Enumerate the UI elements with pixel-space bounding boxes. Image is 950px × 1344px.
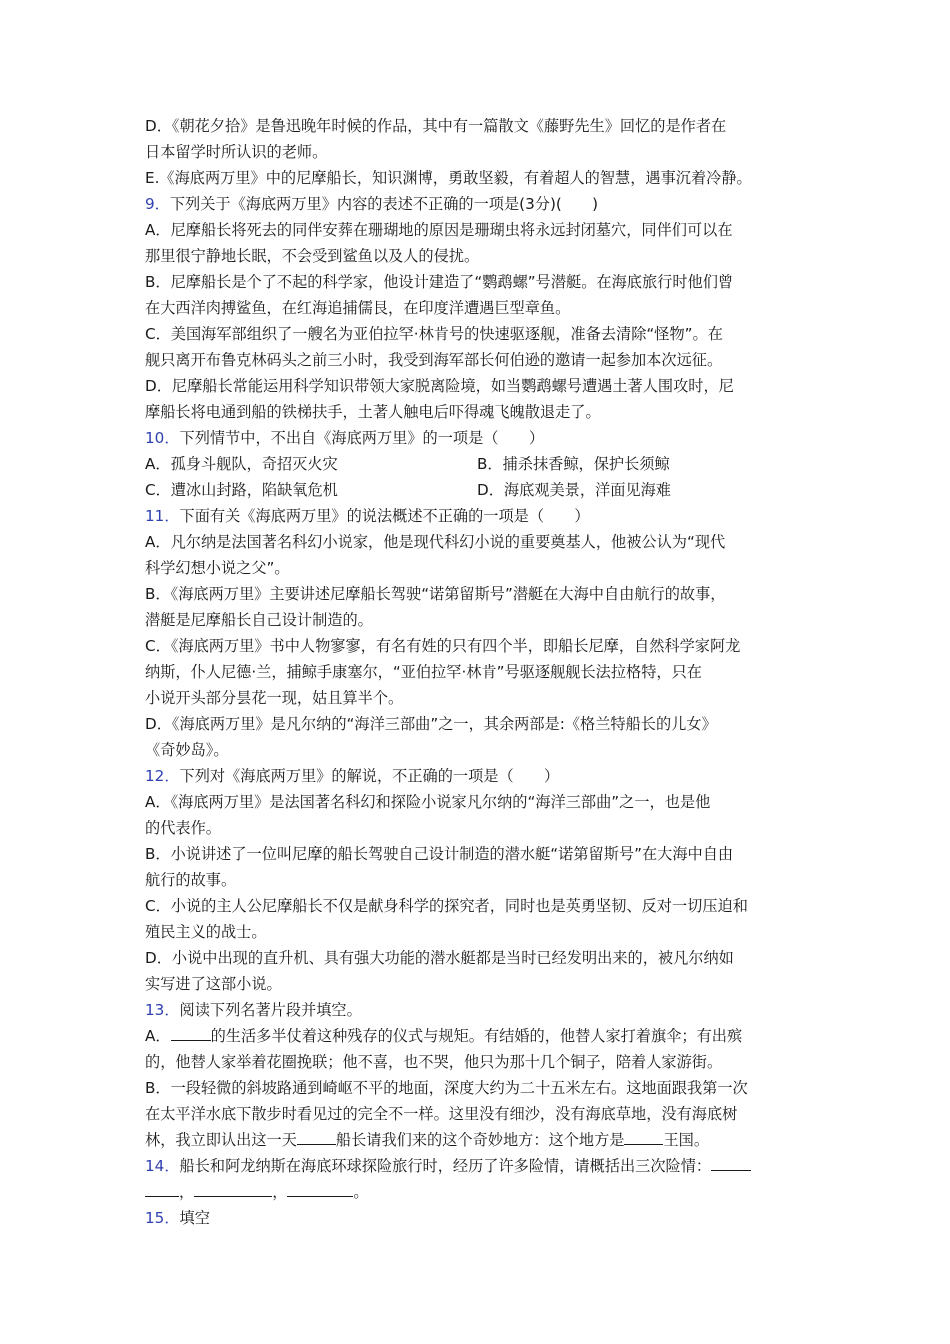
q11-option-a-line1: A．凡尔纳是法国著名科幻小说家，他是现代科幻小说的重要奠基人，他被公认为“现代 [145,533,726,551]
q13-a-line2: 的，他替人家举着花圈挽联；他不喜，也不哭，他只为那十几个铜子，陪着人家游街。 [145,1053,723,1071]
q13-stem-text: 阅读下列名著片段并填空。 [179,1001,362,1019]
q12-option-a-line1: A．《海底两万里》是法国著名科幻和探险小说家凡尔纳的“海洋三部曲”之一，也是他 [145,793,711,811]
q10-option-d: D．海底观美景，洋面见海难 [477,481,671,499]
q13-a-line1 [145,1023,810,1049]
q14-stem-text: 船长和阿龙纳斯在海底环球探险旅行时，经历了许多险情，请概括出三次险情： [179,1157,712,1175]
q13-b-line3-mid: 船长请我们来的这个奇妙地方：这个地方是 [335,1131,625,1149]
q12-number: 12． [145,767,180,785]
q15-stem-text: 填空 [179,1209,210,1227]
q13-a-answer-blank[interactable] [171,1023,211,1041]
q11-option-c-line2: 纳斯，仆人尼德·兰，捕鲸手康塞尔，“亚伯拉罕·林肯”号驱逐舰舰长法拉格特，只在 [145,663,702,681]
q13-b-captain-blank[interactable] [297,1127,336,1145]
q14-answer-blank-3[interactable] [287,1179,353,1197]
q12-option-c-line2: 殖民主义的战士。 [145,923,267,941]
q10-number: 10． [145,429,180,447]
q12-option-a-line2: 的代表作。 [145,819,221,837]
q10-option-b: B．捕杀抹香鲸，保护长须鲸 [477,455,670,473]
q9-option-b-line2: 在大西洋肉搏鲨鱼，在红海追捕儒艮，在印度洋遭遇巨型章鱼。 [145,299,571,317]
q11-option-d-line2: 《奇妙岛》。 [145,741,229,759]
q9-option-d-line2: 摩船长将电通到船的铁梯扶手，土著人触电后吓得魂飞魄散退走了。 [145,403,601,421]
q13-b-line2: 在太平洋水底下散步时看见过的完全不一样。这里没有细沙，没有海底草地，没有海底树 [145,1105,738,1123]
q10-options-row2 [145,477,810,503]
q13-number: 13． [145,1001,180,1019]
q14-answer-blank-1b[interactable] [145,1179,179,1197]
q11-stem [145,503,810,529]
q9-option-b-line1: B．尼摩船长是个了不起的科学家，他设计建造了“鹦鹉螺”号潜艇。在海底旅行时他们曾 [145,273,734,291]
q13-stem [145,997,810,1023]
q13-b-kingdom-blank[interactable] [624,1127,663,1145]
q11-stem-text: 下面有关《海底两万里》的说法概述不正确的一项是（ ） [179,507,590,525]
q10-stem [145,425,810,451]
q13-b-line3-end: 王国。 [663,1131,709,1149]
document-page [145,113,810,1231]
q12-option-c-line1: C．小说的主人公尼摩船长不仅是献身科学的探究者，同时也是英勇坚韧、反对一切压迫和 [145,897,748,915]
q13-b-line3 [145,1127,810,1153]
q14-stem [145,1153,810,1179]
q14-number: 14． [145,1157,180,1175]
q8-option-d-line2: 日本留学时所认识的老师。 [145,143,328,161]
q14-sep1: ， [179,1183,195,1201]
q10-stem-text: 下列情节中，不出自《海底两万里》的一项是（ ） [179,429,545,447]
q12-option-b-line1: B．小说讲述了一位叫尼摩的船长驾驶自己设计制造的潜水艇“诺第留斯号”在大海中自由 [145,845,734,863]
q12-option-b-line2: 航行的故事。 [145,871,237,889]
q11-number: 11． [145,507,180,525]
q11-option-c-line1: C．《海底两万里》书中人物寥寥，有名有姓的只有四个半，即船长尼摩，自然科学家阿龙 [145,637,741,655]
q14-answer-blank-1a[interactable] [711,1153,751,1171]
q9-option-d-line1: D．尼摩船长常能运用科学知识带领大家脱离险境，如当鹦鹉螺号遭遇土著人围攻时，尼 [145,377,734,395]
q15-number: 15． [145,1209,180,1227]
q11-option-b-line2: 潜艇是尼摩船长自己设计制造的。 [145,611,373,629]
q11-option-b-line1: B．《海底两万里》主要讲述尼摩船长驾驶“诺第留斯号”潜艇在大海中自由航行的故事， [145,585,726,603]
q9-option-a-line2: 那里很宁静地长眠，不会受到鲨鱼以及人的侵扰。 [145,247,480,265]
q13-a-line1-rest: 的生活多半仗着这种残存的仪式与规矩。有结婚的，他替人家打着旗伞；有出殡 [210,1027,743,1045]
q14-answer-line [145,1179,810,1205]
q9-number: 9． [145,195,170,213]
q12-option-d-line2: 实写进了这部小说。 [145,975,282,993]
q9-stem-text: 下列关于《海底两万里》内容的表述不正确的一项是(3分)( ) [169,195,599,213]
q14-end: 。 [353,1183,369,1201]
q12-stem [145,763,810,789]
q11-option-a-line2: 科学幻想小说之父”。 [145,559,290,577]
q9-option-a-line1: A．尼摩船长将死去的同伴安葬在珊瑚地的原因是珊瑚虫将永远封闭墓穴，同伴们可以在 [145,221,733,239]
q13-a-prefix: A． [145,1027,171,1045]
q14-answer-blank-2[interactable] [194,1179,272,1197]
q8-option-d-line1: D．《朝花夕拾》是鲁迅晚年时候的作品，其中有一篇散文《藤野先生》回忆的是作者在 [145,117,727,135]
q12-stem-text: 下列对《海底两万里》的解说，不正确的一项是（ ） [179,767,560,785]
q9-stem [145,191,810,217]
q12-option-d-line1: D．小说中出现的直升机、具有强大功能的潜水艇都是当时已经发明出来的，被凡尔纳如 [145,949,734,967]
q15-stem [145,1205,810,1231]
q10-option-a: A．孤身斗舰队，奇招灭火灾 [145,455,338,473]
q9-option-c-line1: C．美国海军部组织了一艘名为亚伯拉罕·林肯号的快速驱逐舰，准备去清除“怪物”。在 [145,325,723,343]
q13-b-line3-pre: 林，我立即认出这一天 [145,1131,297,1149]
q10-option-c: C．遭冰山封路，陷缺氧危机 [145,481,338,499]
q10-options-row1 [145,451,810,477]
q9-option-c-line2: 舰只离开布鲁克林码头之前三小时，我受到海军部长何伯逊的邀请一起参加本次远征。 [145,351,723,369]
q11-option-d-line1: D．《海底两万里》是凡尔纳的“海洋三部曲”之一，其余两部是:《格兰特船长的儿女》 [145,715,717,733]
q13-b-line1: B．一段轻微的斜坡路通到崎岖不平的地面，深度大约为二十五米左右。这地面跟我第一次 [145,1079,748,1097]
q14-sep2: ， [272,1183,288,1201]
q11-option-c-line3: 小说开头部分昙花一现，姑且算半个。 [145,689,404,707]
q8-option-e-line1: E.《海底两万里》中的尼摩船长，知识渊博，勇敢坚毅，有着超人的智慧，遇事沉着冷静。 [145,169,752,187]
